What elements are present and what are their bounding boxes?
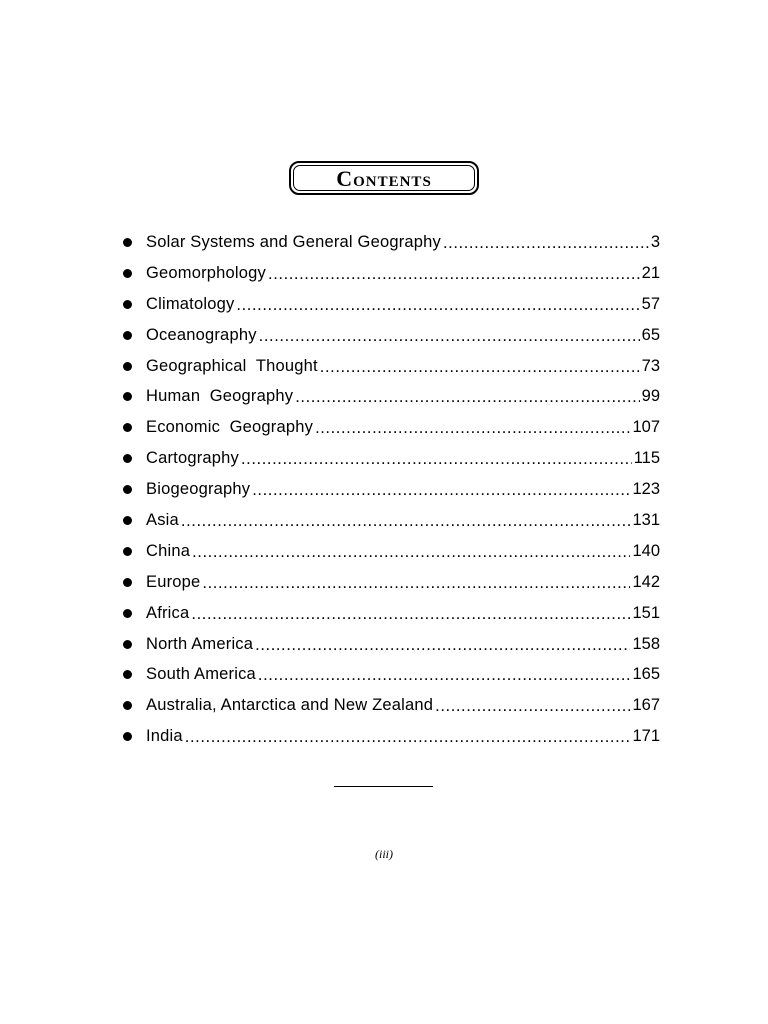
bullet-icon — [123, 300, 132, 309]
bullet-icon — [123, 609, 132, 618]
toc-entry-title: Economic Geography — [146, 418, 314, 437]
toc-entry-page: 151 — [632, 603, 660, 622]
toc-entry-page: 165 — [632, 665, 660, 684]
toc-entry — [120, 320, 660, 351]
toc-entry — [120, 629, 660, 660]
toc-entry — [120, 227, 660, 258]
toc-entry — [120, 351, 660, 382]
toc-entry-title: India — [146, 727, 183, 746]
bullet-icon — [123, 423, 132, 432]
toc-entry-page: 115 — [633, 449, 660, 468]
toc-entry-title: Oceanography — [146, 325, 257, 344]
toc-entry-page: 99 — [641, 387, 660, 406]
toc-entry — [120, 598, 660, 629]
dot-leader — [255, 636, 630, 655]
toc-entry — [120, 567, 660, 598]
dot-leader — [295, 388, 639, 407]
toc-entry-page: 73 — [641, 356, 660, 375]
bullet-icon — [123, 732, 132, 741]
dot-leader — [320, 358, 640, 377]
toc-entry-page: 123 — [632, 480, 660, 499]
toc-entry-page: 171 — [632, 727, 660, 746]
toc-entry — [120, 474, 660, 505]
bullet-icon — [123, 547, 132, 556]
bullet-icon — [123, 485, 132, 494]
bullet-icon — [123, 578, 132, 587]
dot-leader — [191, 605, 630, 624]
toc-entry-page: 3 — [650, 232, 660, 251]
toc-entry — [120, 381, 660, 412]
toc-entry-title: Solar Systems and General Geography — [146, 232, 441, 251]
dot-leader — [192, 543, 630, 562]
toc-entry-title: Climatology — [146, 294, 235, 313]
toc-entry-page: 131 — [632, 510, 660, 529]
dot-leader — [181, 512, 631, 531]
toc-entry — [120, 412, 660, 443]
bullet-icon — [123, 670, 132, 679]
toc-entry-page: 107 — [632, 418, 660, 437]
toc-entry — [120, 690, 660, 721]
toc-entry-title: China — [146, 541, 191, 560]
dot-leader — [258, 666, 631, 685]
toc-entry-page: 167 — [632, 696, 660, 715]
toc-entry-title: Cartography — [146, 449, 239, 468]
page-number: (iii) — [375, 847, 393, 861]
toc-entry-title: North America — [146, 634, 254, 653]
toc-entry — [120, 659, 660, 690]
toc-entry-title: South America — [146, 665, 256, 684]
toc-entry-title: Europe — [146, 572, 201, 591]
toc-entry-title: Human Geography — [146, 387, 294, 406]
dot-leader — [268, 265, 640, 284]
dot-leader — [443, 234, 649, 253]
bullet-icon — [123, 269, 132, 278]
toc-entry — [120, 721, 660, 752]
dot-leader — [236, 296, 639, 315]
toc-entry-page: 140 — [632, 541, 660, 560]
divider-line — [334, 786, 433, 787]
dot-leader — [259, 327, 640, 346]
bullet-icon — [123, 640, 132, 649]
toc-entry-page: 21 — [641, 263, 660, 282]
toc-entry-title: Africa — [146, 603, 190, 622]
bullet-icon — [123, 392, 132, 401]
bullet-icon — [123, 238, 132, 247]
bullet-icon — [123, 331, 132, 340]
contents-title-frame — [289, 161, 479, 195]
toc-entry-page: 142 — [632, 572, 660, 591]
dot-leader — [252, 481, 630, 500]
bullet-icon — [123, 701, 132, 710]
toc-entry-title: Asia — [146, 510, 179, 529]
toc-entry-title: Geomorphology — [146, 263, 267, 282]
toc-entry-title: Australia, Antarctica and New Zealand — [146, 696, 434, 715]
toc-entry-title: Geographical Thought — [146, 356, 318, 375]
dot-leader — [315, 419, 630, 438]
toc-entry-page: 158 — [632, 634, 660, 653]
toc-entry — [120, 443, 660, 474]
page-title: Contents — [336, 166, 432, 191]
toc-entry — [120, 536, 660, 567]
dot-leader — [202, 574, 630, 593]
bullet-icon — [123, 454, 132, 463]
table-of-contents — [120, 227, 660, 752]
toc-entry-title: Biogeography — [146, 480, 251, 499]
dot-leader — [185, 728, 631, 747]
bullet-icon — [123, 516, 132, 525]
dot-leader — [435, 697, 630, 716]
toc-entry — [120, 289, 660, 320]
toc-entry-page: 65 — [641, 325, 660, 344]
bullet-icon — [123, 362, 132, 371]
dot-leader — [241, 450, 632, 469]
toc-entry — [120, 505, 660, 536]
toc-entry-page: 57 — [641, 294, 660, 313]
toc-entry — [120, 258, 660, 289]
